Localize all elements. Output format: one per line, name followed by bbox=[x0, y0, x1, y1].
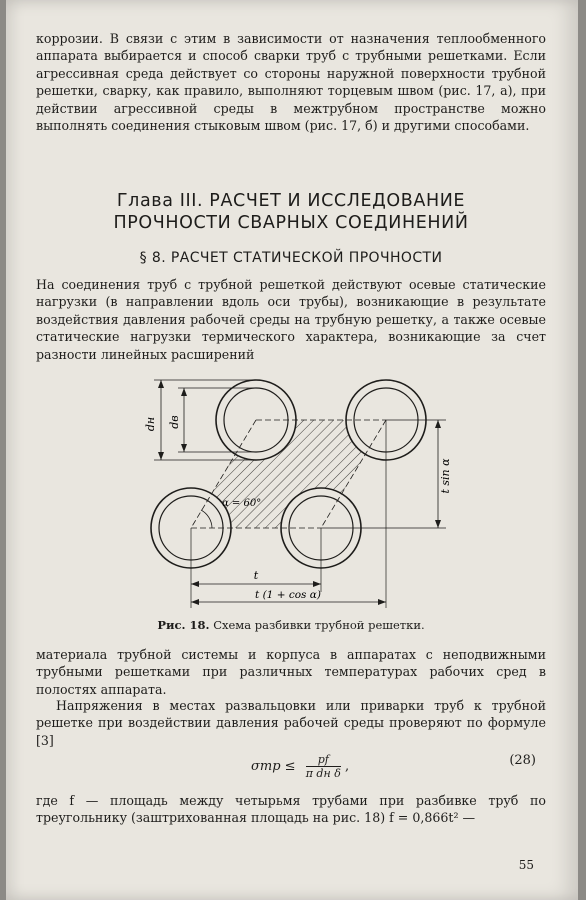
tube-sheet-diagram bbox=[116, 370, 456, 615]
label-dv: dв bbox=[168, 415, 181, 429]
label-tcos: t (1 + cos α) bbox=[255, 589, 321, 601]
paragraph-stress: Напряжения в местах развальцовки или приварки труб к трубной решетке при воздействии давления рабочей среды проверяют по формуле [3] bbox=[36, 698, 546, 748]
formula-lhs: σтр ≤ bbox=[251, 759, 296, 774]
paragraph-area: где f — площадь между четырьмя трубами при разбивке труб по треугольнику (заштрихованная площадь на рис. 18) f = 0,866t² — bbox=[36, 793, 546, 826]
section-title: § 8. РАСЧЕТ СТАТИЧЕСКОЙ ПРОЧНОСТИ bbox=[139, 250, 443, 266]
book-page bbox=[6, 0, 578, 900]
formula-trailing: , bbox=[344, 759, 350, 774]
paragraph-materials: материала трубной системы и корпуса в аппаратах с неподвижными трубными решетками при различных температурах рабочих сред в полостях аппарата. bbox=[36, 647, 546, 697]
label-tsin: t sin α bbox=[439, 458, 452, 494]
label-alpha: α = 60° bbox=[222, 498, 262, 509]
figure-tube-layout bbox=[116, 370, 456, 619]
paragraph-loads: На соединения труб с трубной решеткой действуют осевые статические нагрузки (в направлении вдоль оси трубы), возникающие в результате воздействия давления рабочей среды на трубную решетку, а также осевые статические нагрузки термического характера, возникающие за счет разности линейных расширений bbox=[36, 277, 546, 362]
label-t: t bbox=[253, 569, 259, 582]
label-dn: dн bbox=[144, 416, 157, 432]
figure-caption bbox=[36, 618, 546, 632]
chapter-title bbox=[26, 190, 556, 234]
chapter-title-line2: ПРОЧНОСТИ СВАРНЫХ СОЕДИНЕНИЙ bbox=[113, 213, 469, 233]
formula-denominator: π dн δ bbox=[305, 767, 341, 780]
caption-prefix: Рис. 18. bbox=[157, 618, 210, 632]
page-number: 55 bbox=[518, 858, 534, 872]
formula-28 bbox=[36, 745, 546, 781]
chapter-title-line1: Глава III. РАСЧЕТ И ИССЛЕДОВАНИЕ bbox=[116, 191, 466, 211]
paragraph-intro: коррозии. В связи с этим в зависимости от назначения теплообменного аппарата выбирается и способ сварки труб с трубными решетками. Если агрессивная среда действует со стороны наружной поверхности трубной решетки, сварку, как правило, выполняют торцевым швом (рис. 17, а), при действии агрессивной среды в межтрубном пространстве можно выполнять соединения стыковым швом (рис. 17, б) и другими способами. bbox=[36, 31, 546, 134]
caption-text: Схема разбивки трубной решетки. bbox=[213, 618, 425, 632]
formula-numerator: pf bbox=[306, 753, 341, 767]
formula-number: (28) bbox=[509, 753, 536, 768]
